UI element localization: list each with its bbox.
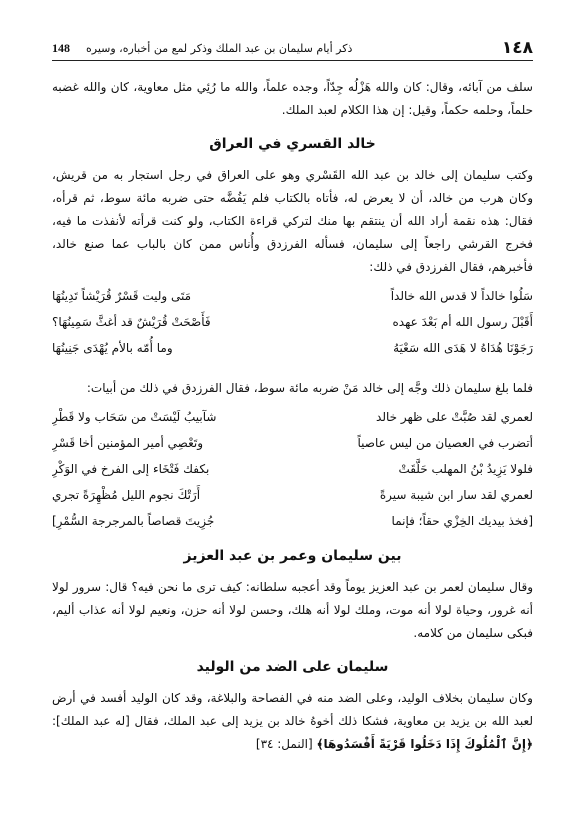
intro-line: سلف من آبائه، وقال: كان والله هَزْلُه جِدّاً، وجده علماً، والله ما رُئِي مثل معاوية، كان (110, 80, 533, 94)
page-number-latin: 148 (52, 40, 70, 55)
verse (52, 335, 533, 361)
text-line-prefix: عبد الملك، فقال [له عبد الملك]: (52, 714, 217, 728)
section1-after-paragraph (52, 377, 533, 400)
text-line: كان بالباب عما صنع خالد، فأخبرهم، فقال الفرزدق في ذلك: (52, 237, 533, 274)
verse-first-hemistich: لعمري لقد صُبَّتْ على ظهر خالد (376, 410, 533, 424)
quran-verse: ﴿إِنَّ ٱلْمُلُوكَ إِذَا دَخَلُوا قَرْيَةً أَفْسَدُوهَا﴾ (316, 737, 533, 751)
page-number-arabic: ١٤٨ (501, 38, 533, 58)
poem-farazdaq-2 (52, 404, 533, 534)
text-line: وكتب سليمان إلى خالد بن عبد الله القَسْري وهو على العراق في رجل استجار به (113, 168, 533, 182)
verse-second-hemistich: فَأَصْحَتْ قُرَيْشٌ قد أغثَّ سَمِينُهَا؟ (52, 315, 211, 329)
text-line: مائة سوط، ثم قرأه، فقال: هذه نقمة أراد الله أن ينتقم بها منك لتركي قراءة الكتاب، ولو (52, 191, 533, 228)
text-line: حزن، ونعيم لولا أنه عذاب أليم، فبكى سليمان من كلامه. (52, 603, 533, 640)
section2-paragraph (52, 576, 533, 645)
verse-second-hemistich: بكفك فَتْخَاء إلى الفرخ في الوَكْرِ (52, 462, 210, 476)
verse (52, 404, 533, 430)
page-content (52, 76, 533, 760)
section-heading: خالد القسري في العراق (209, 136, 376, 152)
text-line: قال: سرور لولا أنه غرور، وحياة لولا أنه موت، وملك لولا أنه هلك، وحسن لولا أنه (52, 580, 533, 617)
text-line: من قريش، وكان هرب من خالد، أن لا يعرض له، فأتاه بالكتاب فلم يَفُضَّه حتى ضربه (52, 168, 533, 205)
verse-first-hemistich: أتضرب في العصيان من ليس عاصياً (357, 436, 533, 450)
text-line: وكان سليمان بخلاف الوليد، وعلى الضد منه في الفصاحة والبلاغة، وقد كان (161, 691, 533, 705)
verse-second-hemistich: أَرَتْكَ نجوم الليل مُظْهِرَةً تجري (52, 488, 201, 502)
section1-paragraph (52, 164, 533, 279)
section3-paragraph (52, 687, 533, 756)
verse (52, 456, 533, 482)
section-heading: بين سليمان وعمر بن عبد العزيز (183, 548, 402, 564)
text-line: وقال سليمان لعمر بن عبد العزيز يوماً وقد أعجبه سلطانه: كيف ترى ما نحن فيه؟ (131, 580, 533, 594)
text-line: الوليد أفسد في أرض لعبد الله بن يزيد بن معاوية، فشكا ذلك أخوهُ خالد بن يزيد إلى (52, 691, 533, 728)
verse (52, 482, 533, 508)
text-line: كنت قرأته لأنفذت ما فيه، فخرج القرشي راجعاً إلى سليمان، فسأله الفرزدق وأُناس ممن (52, 214, 533, 251)
verse-second-hemistich: وما أُمّه بالأم يُهْدَى جَنِينُهَا (52, 341, 173, 355)
verse-second-hemistich: مَتَى وليت قَسْرٌ قُرَيْشاً تَدِينُهَا (52, 289, 192, 303)
verse (52, 430, 533, 456)
verse-first-hemistich: فلولا يَزِيدُ بْنُ المهلب حَلَّقَتْ (398, 462, 533, 476)
verse-first-hemistich: [فخذ بيديك الخِزْي حقاً؛ فإنما (391, 514, 533, 528)
text-line: فلما بلغ سليمان ذلك وجَّه إلى خالد مَنْ ضربه مائة سوط، فقال الفرزدق في ذلك (139, 381, 533, 395)
section-heading: سليمان على الضد من الوليد (196, 659, 389, 675)
verse (52, 283, 533, 309)
verse-second-hemistich: شآبيبُ لَيْسَتْ من سَحَاب ولا قَطْرِ (52, 410, 217, 424)
text-line: من أبيات: (86, 381, 136, 395)
verse-first-hemistich: سَلُوا خالداً لا قدس الله خالداً (390, 289, 533, 303)
poem-farazdaq-1 (52, 283, 533, 361)
verse (52, 309, 533, 335)
running-head (52, 36, 533, 61)
verse-first-hemistich: لعمري لقد سار ابن شيبة سيرةً (379, 488, 533, 502)
intro-paragraph (52, 76, 533, 122)
running-head-title: ذكر أيام سليمان بن عبد الملك وذكر لمع من أخباره، وسيره (86, 41, 353, 55)
verse-second-hemistich: جُزِيتَ قصاصاً بالمرجرجة السُّمْرِ] (52, 514, 215, 528)
verse-first-hemistich: رَجَوْنَا هُدَاهُ لا هَدَى الله سَعْيَهُ (393, 341, 533, 355)
verse (52, 508, 533, 534)
verse-first-hemistich: أَقَبْلَ رسول الله أم بَعْدَ عهده (392, 315, 533, 329)
verse-second-hemistich: وتَعْصِي أمير المؤمنين أخا قَسْرِ (52, 436, 203, 450)
quran-citation: [النمل: ٣٤] (255, 737, 317, 751)
intro-line: والله غضبه حلماً، وحلمه حكماً، وقيل: إن هذا الكلام لعبد الملك. (52, 80, 533, 117)
